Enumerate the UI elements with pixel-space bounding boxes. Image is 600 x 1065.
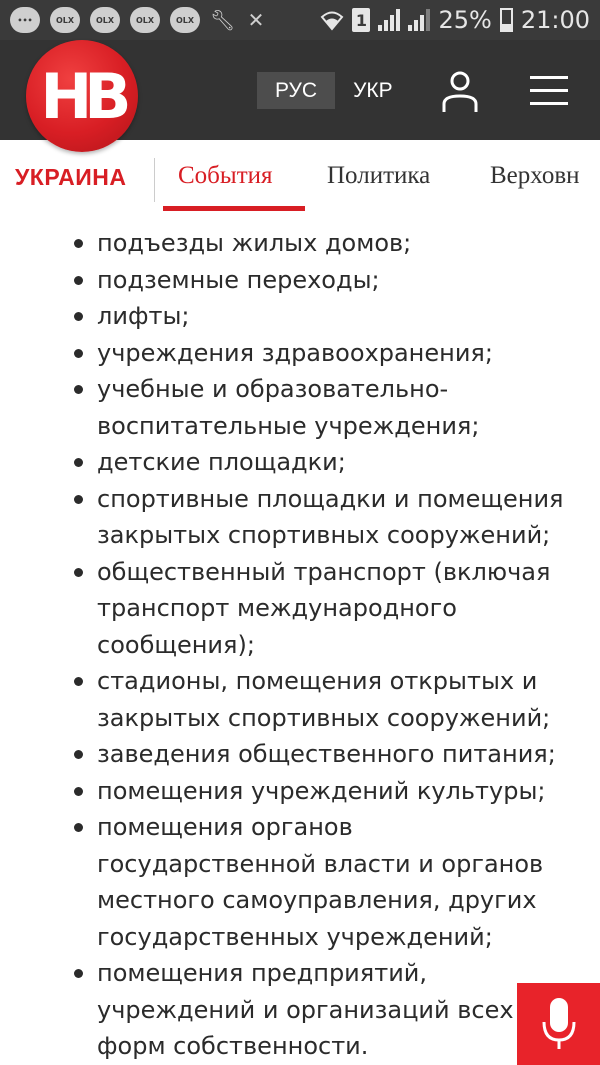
tab-events[interactable]: События xyxy=(178,162,273,189)
section-title[interactable]: УКРАИНА xyxy=(15,164,127,190)
article-body xyxy=(0,225,600,1065)
list-item: учреждения здравоохранения; xyxy=(0,335,600,372)
language-switch xyxy=(257,72,411,109)
list-item: общественный транспорт (включая транспорт международного сообщения); xyxy=(0,554,600,664)
list-item: помещения органов государственной власти и органов местного самоуправления, других государственных учреждений; xyxy=(0,809,600,955)
nv-logo[interactable]: НВ xyxy=(26,40,138,152)
olx-icon: OLX xyxy=(130,7,160,33)
list-item: детские площадки; xyxy=(0,444,600,481)
bullet-list xyxy=(0,225,600,1065)
nav-divider xyxy=(154,158,155,202)
active-tab-indicator xyxy=(163,206,305,211)
list-item: стадионы, помещения открытых и закрытых спортивных сооружений; xyxy=(0,663,600,736)
status-bar xyxy=(0,0,600,40)
list-item: подземные переходы; xyxy=(0,262,600,299)
microphone-icon xyxy=(541,996,577,1052)
signal-icon-secondary xyxy=(408,9,430,31)
olx-icon: OLX xyxy=(170,7,200,33)
list-item: лифты; xyxy=(0,298,600,335)
list-item: помещения учреждений культуры; xyxy=(0,773,600,810)
battery-icon xyxy=(500,8,513,32)
wifi-icon xyxy=(320,9,344,31)
lang-ru-button[interactable]: РУС xyxy=(257,72,335,109)
battery-percent: 25% xyxy=(438,6,492,34)
list-item: подъезды жилых домов; xyxy=(0,225,600,262)
list-item: учебные и образовательно-воспитательные учреждения; xyxy=(0,371,600,444)
list-item: заведения общественного питания; xyxy=(0,736,600,773)
wrench-icon: 🔧︎ xyxy=(210,8,236,32)
tab-verkhovna[interactable]: Верховн xyxy=(490,162,580,189)
system-status xyxy=(320,6,590,34)
lang-ua-button[interactable]: УКР xyxy=(353,78,393,102)
vibrate-off-icon: ✕ xyxy=(247,8,265,32)
tab-politics[interactable]: Политика xyxy=(327,162,431,189)
user-icon[interactable] xyxy=(440,70,480,114)
list-item: помещения предприятий, учреждений и организаций всех форм собственности. xyxy=(0,955,600,1065)
sim-icon: 1 xyxy=(352,8,370,32)
signal-icon xyxy=(378,9,400,31)
clock: 21:00 xyxy=(520,6,590,34)
olx-icon: OLX xyxy=(50,7,80,33)
message-icon: ••• xyxy=(10,7,40,33)
category-nav xyxy=(0,140,600,220)
voice-search-button[interactable] xyxy=(517,983,600,1065)
olx-icon: OLX xyxy=(90,7,120,33)
hamburger-menu-icon[interactable] xyxy=(530,74,568,108)
notification-icons xyxy=(10,7,268,33)
app-header xyxy=(0,40,600,140)
list-item: спортивные площадки и помещения закрытых спортивных сооружений; xyxy=(0,481,600,554)
